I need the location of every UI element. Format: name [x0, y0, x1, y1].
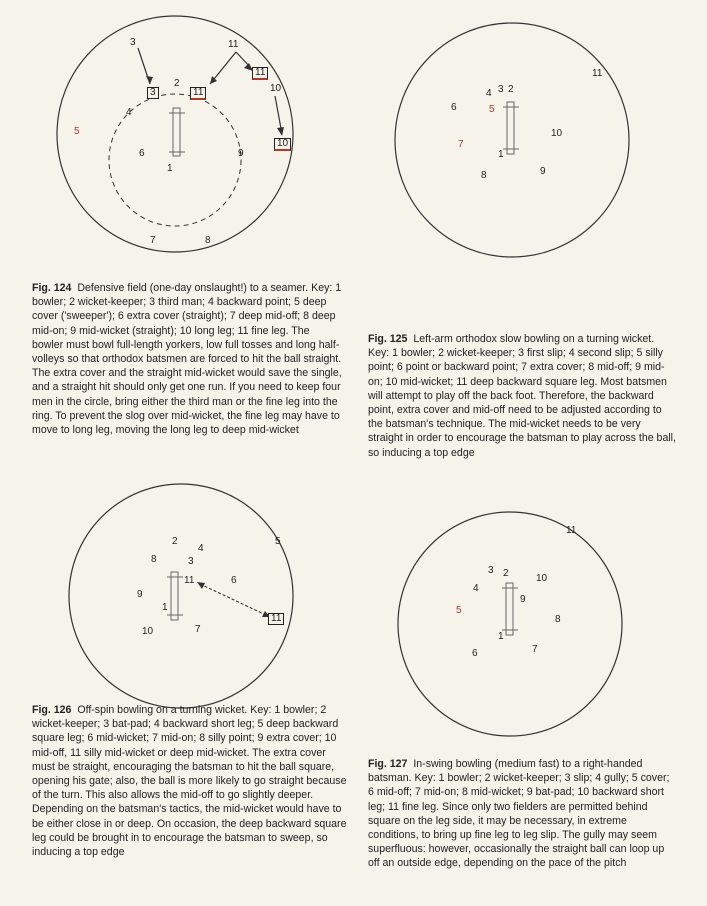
caption-126-text: Off-spin bowling on a turning wicket. Key: 1 bowler; 2 wicket-keeper; 3 bat-pad; 4 backward short leg; 5 deep backward square leg; 6 mid-wicket; 7 mid-on; 8 silly point; 9 extra cover; 10 mid-off, 11 silly mid-wicket or deep mid-wicket. The extra cover must be straight, encouraging the batsman to hit the ball square, opening his gate; also, the ball is more likely to go straight because of the turn. This also allows the mid-off to go slightly deeper. Depending on the batsman's tactics, the mid-wicket would have to be either close in or deep. On occasion, the deep backward square leg could be brought in to encourage the batsman to sweep, so inducing a top edge — [32, 704, 347, 859]
fielder-4: 4 — [473, 583, 479, 594]
fielder-6: 6 — [472, 648, 478, 659]
caption-126-title: Fig. 126 — [32, 704, 72, 716]
fielder-10-box: 10 — [274, 138, 291, 151]
fielder-11-outer: 11 — [228, 39, 239, 50]
fielder-10: 10 — [142, 626, 154, 637]
caption-124-text: Defensive field (one-day onslaught!) to a seamer. Key: 1 bowler; 2 wicket-keeper; 3 third man; 4 backward point; 5 deep cover ('sweeper'); 6 extra cover (straight); 7 deep mid-off; 8 deep mid-on; 9 mid-wicket (straight); 10 long leg; 11 fine leg. The bowler must bowl full-length yorkers, low full tosses and long half-volleys so that orthodox batsmen are forced to hit the ball straight. The extra cover and the straight mid-wicket would save the single, and a straight hit should only get one run. If you need to keep four men in the circle, bring either the third man or the fine leg into the ring. To prevent the slog over mid-wicket, the fine leg may have to move to long leg, moving the long leg to deep mid-wicket — [32, 282, 342, 437]
fielder-2: 2 — [174, 78, 180, 89]
fielder-11-box: 11 — [190, 87, 206, 100]
fielder-5: 5 — [456, 605, 462, 616]
caption-127-title: Fig. 127 — [368, 758, 408, 770]
fielder-11-box: 11 — [268, 613, 284, 625]
fielder-3-box: 3 — [147, 87, 159, 99]
fielder-10: 10 — [551, 128, 563, 139]
fielder-4: 4 — [486, 88, 492, 99]
caption-125-text: Left-arm orthodox slow bowling on a turning wicket. Key: 1 bowler; 2 wicket-keeper; 3 first slip; 4 second slip; 5 silly point; 6 point or backward point; 7 extra cover; 8 mid-off; 9 mid-on; 10 mid-wicket; 11 deep backward square leg. Most batsmen will attempt to play off the back foot. Therefore, the backward point, extra cover and mid-off need to be adjusted according to the batsman's technique. The mid-wicket needs to be very straight in order to encourage the batsman to play across the ball, so inducing a top edge — [368, 333, 676, 459]
fielder-1: 1 — [162, 602, 168, 613]
fielder-2: 2 — [508, 84, 514, 95]
fielder-8: 8 — [205, 235, 211, 246]
fielder-9: 9 — [137, 589, 143, 600]
fielder-10-outer: 10 — [270, 83, 282, 94]
fielder-5: 5 — [74, 126, 80, 137]
fielder-11: 11 — [566, 525, 577, 536]
fielder-11: 11 — [184, 575, 195, 586]
fielder-3-outer: 3 — [130, 37, 136, 48]
fielder-4: 4 — [126, 107, 132, 118]
fielder-10: 10 — [536, 573, 548, 584]
fielder-3: 3 — [188, 556, 194, 567]
fielder-7: 7 — [532, 644, 538, 655]
fielder-4: 4 — [198, 543, 204, 554]
fielder-2: 2 — [172, 536, 178, 547]
fielder-8: 8 — [151, 554, 157, 565]
fielder-5: 5 — [275, 536, 281, 547]
fielder-6: 6 — [139, 148, 145, 159]
fielder-1: 1 — [498, 149, 504, 160]
fielder-9: 9 — [520, 594, 526, 605]
fielder-6: 6 — [451, 102, 457, 113]
fielder-7: 7 — [458, 139, 464, 150]
fielder-1: 1 — [498, 631, 504, 642]
fielder-9: 9 — [540, 166, 546, 177]
fielder-5: 5 — [489, 104, 495, 115]
fielder-8: 8 — [555, 614, 561, 625]
caption-125-title: Fig. 125 — [368, 333, 408, 345]
caption-127 — [368, 757, 678, 871]
fielder-1: 1 — [167, 163, 173, 174]
fielder-8: 8 — [481, 170, 487, 181]
fielder-9: 9 — [238, 148, 244, 159]
fielder-11: 11 — [592, 68, 603, 79]
caption-127-text: In-swing bowling (medium fast) to a right-handed batsman. Key: 1 bowler; 2 wicket-keeper; 3 slip; 4 gully; 5 cover; 6 mid-off; 7 mid-on; 8 mid-wicket; 9 bat-pad; 10 backward short leg; 11 fine leg. Since only two fielders are permitted behind square on the leg side, it may be necessary, in extreme conditions, to bring up fine leg to leg slip. The gully may seem superfluous: however, occasionally the straight ball can loop up off an outside edge, depending on the pace of the pitch — [368, 758, 670, 870]
fielder-3: 3 — [498, 84, 504, 95]
fielder-3: 3 — [488, 565, 494, 576]
caption-124-title: Fig. 124 — [32, 282, 72, 294]
fielder-2: 2 — [503, 568, 509, 579]
fielder-7: 7 — [150, 235, 156, 246]
fielder-7: 7 — [195, 624, 201, 635]
fielder-6: 6 — [231, 575, 237, 586]
fielder-11-box-right: 11 — [252, 67, 268, 80]
